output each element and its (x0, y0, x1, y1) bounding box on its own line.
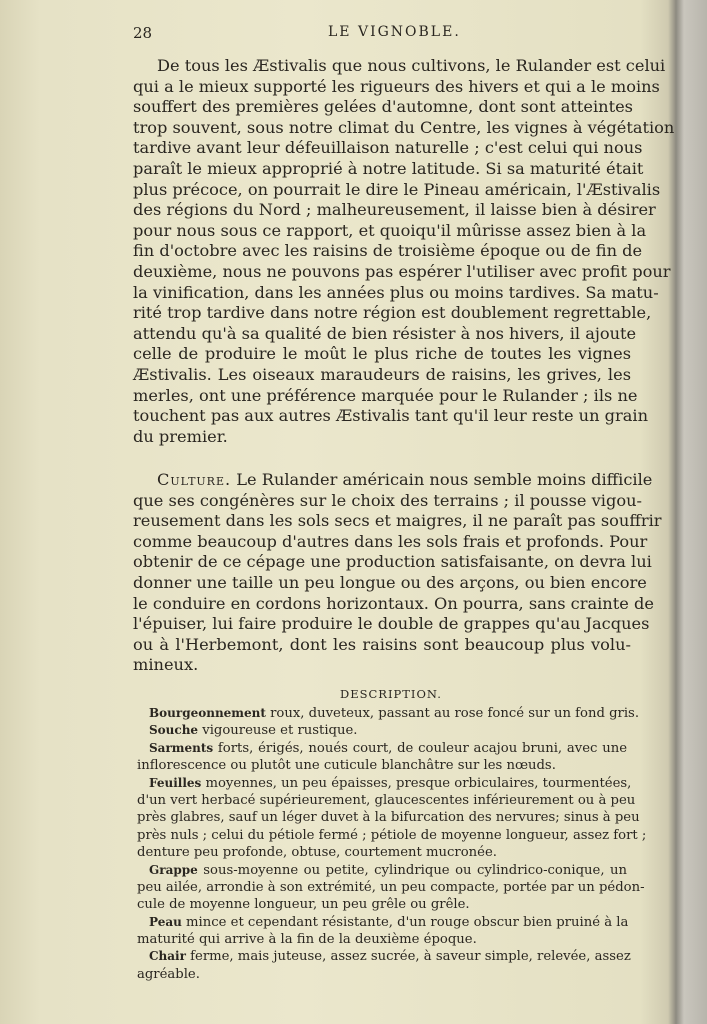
description-line (137, 914, 627, 931)
description-line: agréable. (137, 966, 200, 982)
description-text: moyennes, un peu épaisses, presque orbiculaires, tourmentées, (201, 775, 632, 791)
text-line: trop souvent, sous notre climat du Centre, les vignes à végétation (133, 117, 675, 137)
text-line: donner une taille un peu longue ou des arçons, ou bien encore (133, 572, 647, 592)
description-line: denture peu profonde, obtuse, courtement mucronée. (137, 845, 497, 861)
text-line: tardive avant leur défeuillaison naturelle ; c'est celui qui nous (133, 138, 643, 158)
text-line: mineux. (133, 655, 199, 675)
description-term: Feuilles (149, 775, 202, 790)
running-title: LE VIGNOBLE. (328, 24, 461, 40)
description-text: ferme, mais juteuse, assez sucrée, à saveur simple, relevée, assez (185, 949, 631, 965)
text-line: De tous les Æstivalis que nous cultivons, le Rulander est celui (157, 56, 666, 75)
text-line: celle de produire le moût le plus riche de toutes les vignes (133, 344, 631, 364)
paragraph-intro (133, 56, 675, 447)
text-line: merles, ont une préférence marquée pour le Rulander ; ils ne (133, 385, 638, 405)
description-text: forts, érigés, noués court, de couleur acajou bruni, avec une (213, 740, 627, 756)
description-text: roux, duveteux, passant au rose foncé sur un fond gris. (265, 706, 640, 721)
description-line: d'un vert herbacé supérieurement, glaucescentes inférieurement ou à peu (137, 792, 636, 808)
description-text: sous-moyenne ou petite, cylindrique ou cylindrico-conique, un (197, 862, 627, 878)
text-line: que ses congénères sur le choix des terrains ; il pousse vigou- (133, 490, 642, 510)
text-line: des régions du Nord ; malheureusement, il laisse bien à désirer (133, 200, 656, 220)
text-line: obtenir de ce cépage une production satisfaisante, on devra lui (133, 552, 652, 572)
description-line: près nuls ; celui du pétiole fermé ; pétiole de moyenne longueur, assez fort ; (137, 827, 647, 843)
description-term: Peau (149, 914, 182, 929)
description-line (137, 740, 627, 757)
text-line: l'épuiser, lui faire produire le double de grappes qu'au Jacques (133, 614, 650, 634)
text-line (133, 470, 653, 491)
description-line: cule de moyenne longueur, un peu grêle ou grêle. (137, 897, 470, 913)
description-text: mince et cependant résistante, d'un rouge obscur bien pruiné à la (181, 914, 629, 930)
description-line (137, 862, 627, 879)
description-line (137, 705, 640, 722)
description-line (137, 775, 632, 792)
text-line: Æstivalis. Les oiseaux maraudeurs de raisins, les grives, les (133, 364, 631, 384)
description-term: Chair (149, 949, 186, 964)
paragraph-culture (133, 470, 662, 676)
text-line: plus précoce, on pourrait le dire le Pineau américain, l'Æstivalis (133, 179, 661, 199)
line-text: Le Rulander américain nous semble moins difficile (231, 470, 653, 489)
section-lead: Culture. (157, 470, 232, 489)
description-term: Grappe (149, 862, 198, 877)
page-number: 28 (133, 24, 153, 42)
text-line: souffert des premières gelées d'automne, dont sont atteintes (133, 97, 633, 117)
description-term: Souche (149, 723, 199, 738)
description-line: inflorescence ou plutôt une cuticule blanchâtre sur les nœuds. (137, 758, 556, 774)
text-line: rité trop tardive dans notre région est doublement regrettable, (133, 303, 652, 323)
text-line: du premier. (133, 426, 228, 446)
description-line: maturité qui arrive à la fin de la deuxième époque. (137, 932, 477, 948)
description-heading: DESCRIPTION. (340, 687, 442, 701)
text-line: fin d'octobre avec les raisins de troisième époque ou de fin de (133, 241, 643, 261)
text-line: touchent pas aux autres Æstivalis tant qu'il leur reste un grain (133, 406, 649, 426)
text-line: la vinification, dans les années plus ou moins tardives. Sa matu- (133, 282, 659, 302)
text-line: reusement dans les sols secs et maigres, il ne paraît pas souffrir (133, 511, 662, 531)
text-line: ou à l'Herbemont, dont les raisins sont beaucoup plus volu- (133, 634, 631, 654)
description-term: Bourgeonnement (149, 706, 266, 720)
text-line: le conduire en cordons horizontaux. On pourra, sans crainte de (133, 593, 654, 613)
description-line (137, 948, 631, 965)
text-line: comme beaucoup d'autres dans les sols frais et profonds. Pour (133, 531, 648, 551)
description-text: vigoureuse et rustique. (198, 723, 358, 739)
description-line (137, 722, 627, 739)
description-list (137, 705, 647, 983)
description-term: Sarments (149, 740, 214, 755)
text-line: pour nous sous ce rapport, et quoiqu'il mûrisse assez bien à la (133, 220, 647, 240)
text-line: paraît le mieux approprié à notre latitude. Si sa maturité était (133, 158, 644, 178)
text-line: qui a le mieux supporté les rigueurs des hivers et qui a le moins (133, 76, 660, 96)
text-line: deuxième, nous ne pouvons pas espérer l'utiliser avec profit pour (133, 261, 671, 281)
text-line: attendu qu'à sa qualité de bien résister à nos hivers, il ajoute (133, 323, 637, 343)
description-line: près glabres, sauf un léger duvet à la bifurcation des nervures; sinus à peu (137, 810, 640, 826)
description-line: peu ailée, arrondie à son extrémité, un peu compacte, portée par un pédon- (137, 879, 645, 895)
